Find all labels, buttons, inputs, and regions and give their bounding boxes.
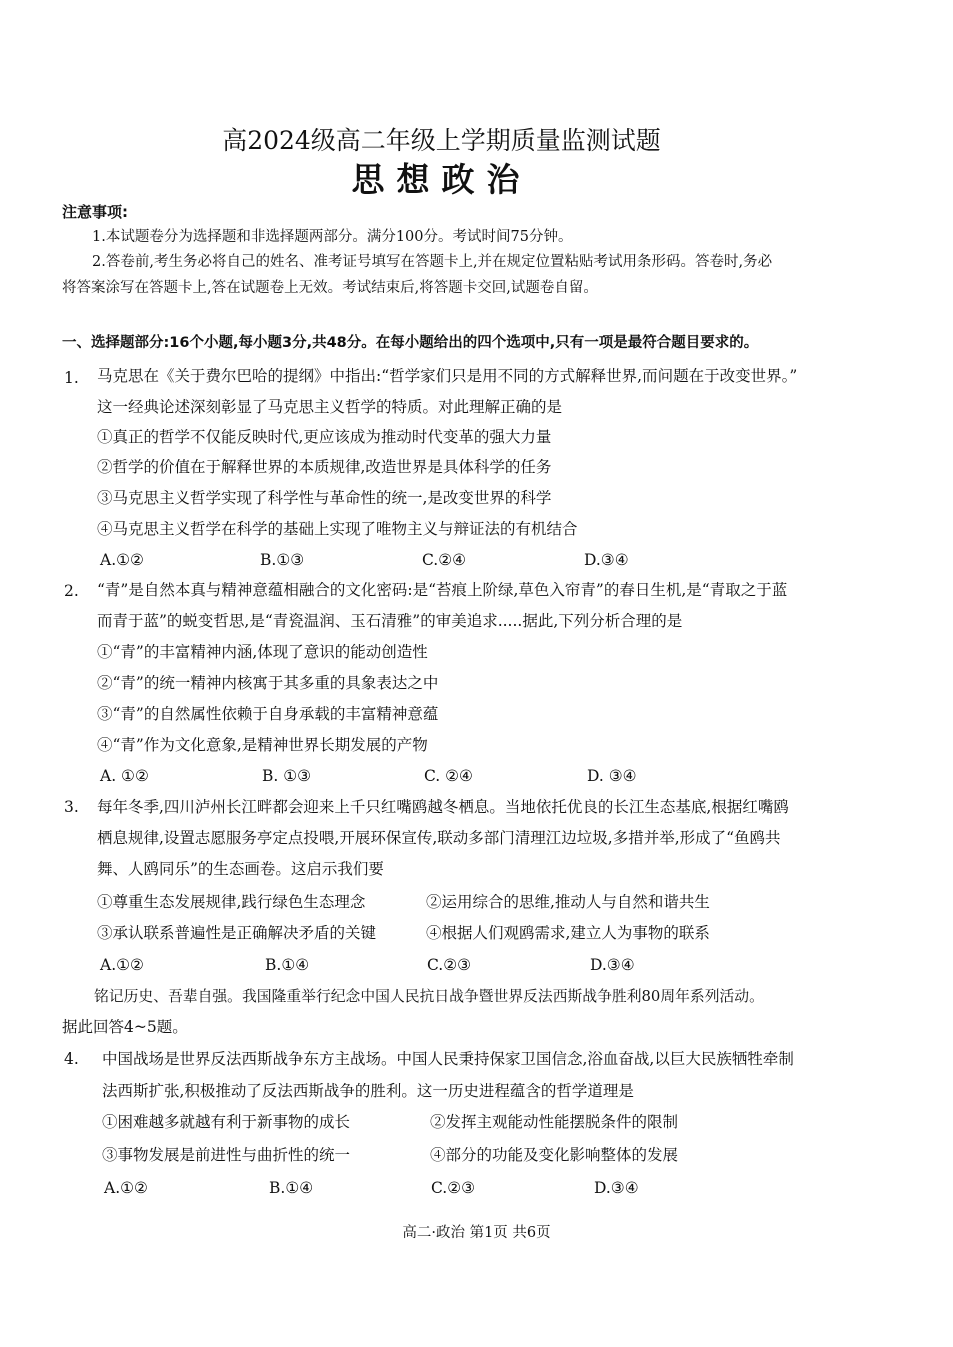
q4-number: 4. [64,1050,79,1068]
exam-title: 高2024级高二年级上学期质量监测试题 [222,126,661,155]
notice-line-2b: 将答案涂写在答题卡上,答在试题卷上无效。考试结束后,将答题卡交回,试题卷自留。 [62,280,598,296]
q3-option-d: D.③④ [590,956,635,974]
q3-statement-4: ④根据人们观鸥需求,建立人为事物的联系 [426,924,710,942]
q3-option-c: C.②③ [427,956,472,974]
q4-stem-1: 中国战场是世界反法西斯战争东方主战场。中国人民秉持保家卫国信念,浴血奋战,以巨大民族牺牲牵制 [102,1050,794,1068]
q2-statement-1: ①“青”的丰富精神内涵,体现了意识的能动创造性 [97,643,428,661]
q2-statement-2: ②“青”的统一精神内核寓于其多重的具象表达之中 [97,674,439,692]
q3-option-a: A.①② [100,956,144,974]
q2-option-b: B. ①③ [262,767,312,785]
q3-number: 3. [64,798,79,816]
q3-statement-3: ③承认联系普遍性是正确解决矛盾的关键 [97,924,377,942]
q3-statement-2: ②运用综合的思维,推动人与自然和谐共生 [426,893,710,911]
q4-statement-2: ②发挥主观能动性能摆脱条件的限制 [430,1113,679,1131]
material-line-1: 铭记历史、吾辈自强。我国隆重举行纪念中国人民抗日战争暨世界反法西斯战争胜利80周年系列活动。 [94,988,764,1005]
q2-statement-3: ③“青”的自然属性依赖于自身承载的丰富精神意蕴 [97,705,439,723]
q2-stem-1: “青”是自然本真与精神意蕴相融合的文化密码:是“苔痕上阶绿,草色入帘青”的春日生机,是“青取之于蓝 [97,581,788,599]
q4-statement-3: ③事物发展是前进性与曲折性的统一 [102,1146,351,1164]
notice-line-2a: 2.答卷前,考生务必将自己的姓名、准考证号填写在答题卡上,并在规定位置粘贴考试用条形码。答卷时,务必 [92,254,773,270]
notice-heading: 注意事项: [62,203,128,221]
q1-number: 1. [64,369,79,387]
q4-option-d: D.③④ [594,1179,639,1197]
notice-line-1: 1.本试题卷分为选择题和非选择题两部分。满分100分。考试时间75分钟。 [92,229,573,245]
q2-option-d: D. ③④ [587,767,637,785]
q4-option-a: A.①② [104,1179,148,1197]
q1-option-a: A.①② [100,551,144,569]
q2-option-a: A. ①② [100,767,149,785]
q1-statement-4: ④马克思主义哲学在科学的基础上实现了唯物主义与辩证法的有机结合 [97,520,578,538]
section-heading: 一、选择题部分:16个小题,每小题3分,共48分。在每小题给出的四个选项中,只有一项是最符合题目要求的。 [62,335,759,351]
q1-statement-1: ①真正的哲学不仅能反映时代,更应该成为推动时代变革的强大力量 [97,428,552,446]
q4-statement-4: ④部分的功能及变化影响整体的发展 [430,1146,679,1164]
q1-option-c: C.②④ [422,551,467,569]
q2-number: 2. [64,582,79,600]
q1-option-d: D.③④ [584,551,629,569]
q2-statement-4: ④“青”作为文化意象,是精神世界长期发展的产物 [97,736,428,754]
q4-option-c: C.②③ [431,1179,476,1197]
q2-stem-2: 而青于蓝”的蜕变哲思,是“青瓷温润、玉石清雅”的审美追求.....据此,下列分析合理的是 [97,612,683,630]
q1-stem-1: 马克思在《关于费尔巴哈的提纲》中指出:“哲学家们只是用不同的方式解释世界,而问题在于改变世界。” [97,367,798,385]
q1-stem-2: 这一经典论述深刻彰显了马克思主义哲学的特质。对此理解正确的是 [97,398,563,416]
q1-option-b: B.①③ [260,551,305,569]
q4-option-b: B.①④ [269,1179,314,1197]
q3-stem-2: 栖息规律,设置志愿服务亭定点投喂,开展环保宣传,联动多部门清理江边垃圾,多措并举,形成了“鱼鸥共 [97,829,781,847]
q4-statement-1: ①困难越多就越有利于新事物的成长 [102,1113,351,1131]
q1-statement-3: ③马克思主义哲学实现了科学性与革命性的统一,是改变世界的科学 [97,489,552,507]
q2-option-c: C. ②④ [424,767,473,785]
q3-option-b: B.①④ [265,956,310,974]
q1-statement-2: ②哲学的价值在于解释世界的本质规律,改造世界是具体科学的任务 [97,458,552,476]
q3-statement-1: ①尊重生态发展规律,践行绿色生态理念 [97,893,366,911]
q3-stem-1: 每年冬季,四川泸州长江畔都会迎来上千只红嘴鸥越冬栖息。当地依托优良的长江生态基底,根据红嘴鸥 [97,798,789,816]
q4-stem-2: 法西斯扩张,积极推动了反法西斯战争的胜利。这一历史进程蕴含的哲学道理是 [102,1082,634,1100]
subject-title: 思想政治 [351,160,532,199]
page-footer: 高二·政治 第1页 共6页 [402,1225,551,1241]
q3-stem-3: 舞、人鸥同乐”的生态画卷。这启示我们要 [97,860,384,878]
material-line-2: 据此回答4~5题。 [62,1018,188,1036]
